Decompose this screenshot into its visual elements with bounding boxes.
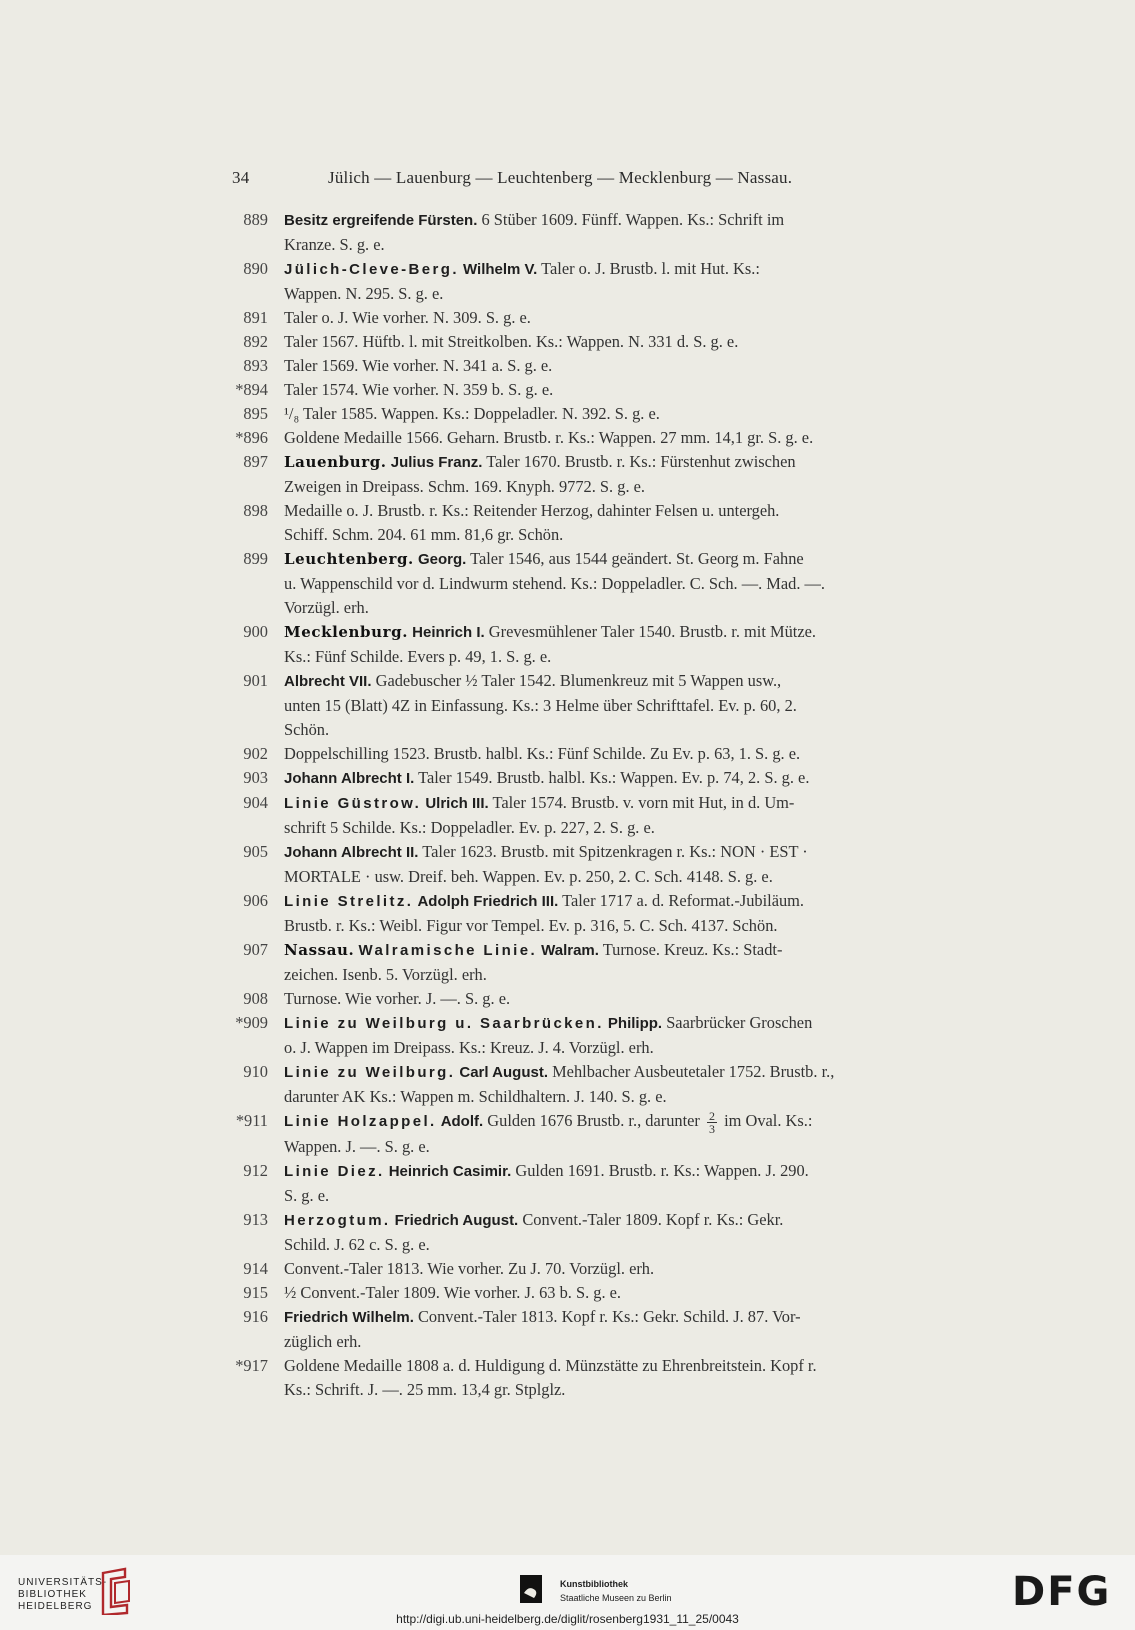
entry-line-heading: Linie Diez. — [284, 1162, 385, 1180]
catalog-entry — [228, 1159, 976, 1208]
kunstbibliothek-subtitle: Staatliche Museen zu Berlin — [560, 1593, 672, 1603]
university-line: UNIVERSITÄTS- — [18, 1577, 108, 1588]
source-url[interactable]: http://digi.ub.uni-heidelberg.de/diglit/rosenberg1931_11_25/0043 — [396, 1612, 739, 1626]
catalog-entry — [228, 1109, 976, 1159]
catalog-entry — [228, 1354, 976, 1402]
entry-number: 912 — [243, 1160, 268, 1180]
entry-number: 889 — [243, 210, 268, 229]
entry-text: Turnose. Kreuz. Ks.: Stadt- — [598, 940, 783, 959]
entry-text: S. g. e. — [284, 1185, 330, 1205]
entry-number: 916 — [243, 1306, 268, 1326]
entry-number: *896 — [235, 428, 268, 447]
entry-number: 898 — [243, 501, 268, 520]
entry-heading: Carl August. — [459, 1064, 548, 1081]
entry-line-heading: Herzogtum. — [284, 1211, 391, 1229]
entry-text: zeichen. Isenb. 5. Vorzügl. erh. — [284, 965, 487, 984]
university-line: BIBLIOTHEK — [18, 1589, 87, 1600]
entry-text: Taler 1567. Hüftb. l. mit Streitkolben. Ks.: Wappen. N. 331 d. S. g. e. — [284, 332, 739, 351]
entry-text: Schild. J. 62 c. S. g. e. — [284, 1234, 430, 1254]
entry-number: *894 — [235, 380, 268, 399]
catalog-entry — [228, 257, 976, 306]
entry-line — [284, 282, 976, 306]
entry-line — [284, 1159, 976, 1184]
entry-text: Taler 1549. Brustb. halbl. Ks.: Wappen. Ev. p. 74, 2. S. g. e. — [414, 768, 810, 787]
entry-line — [284, 378, 976, 402]
entry-text: Taler 1670. Brustb. r. Ks.: Fürstenhut zwischen — [482, 452, 796, 471]
entry-number: 893 — [243, 356, 268, 375]
entry-line — [284, 1109, 976, 1135]
kunstbibliothek-title: Kunstbibliothek — [560, 1579, 628, 1589]
entry-text: Wappen. N. 295. S. g. e. — [284, 284, 444, 303]
catalog-entry — [228, 330, 976, 354]
entry-text: Saarbrücker Groschen — [662, 1013, 813, 1032]
entry-line — [284, 1060, 976, 1085]
entry-line — [284, 620, 976, 645]
catalog-entry — [228, 402, 976, 426]
entry-number: *911 — [235, 1111, 268, 1130]
entry-number: 892 — [243, 332, 268, 351]
entry-text: Gulden 1691. Brustb. r. Ks.: Wappen. J. 290. — [511, 1160, 809, 1180]
catalog-entry — [228, 378, 976, 402]
entry-text: ¹/₈ Taler 1585. Wappen. Ks.: Doppeladler. N. 392. S. g. e. — [284, 404, 660, 423]
entry-number: 908 — [243, 989, 268, 1008]
entry-line — [284, 1233, 976, 1257]
territory-heading: Lauenburg. — [284, 453, 387, 471]
entry-line — [284, 426, 976, 450]
entry-line — [284, 840, 976, 865]
entry-text: Taler 1574. Brustb. v. vorn mit Hut, in d. Um- — [488, 793, 795, 812]
entry-heading: Johann Albrecht II. — [284, 844, 419, 861]
entry-line — [284, 645, 976, 669]
entry-heading: Albrecht VII. — [284, 673, 372, 690]
entry-line-heading: Linie zu Weilburg u. Saarbrücken. — [284, 1015, 604, 1032]
entry-text: Schiff. Schm. 204. 61 mm. 81,6 gr. Schön. — [284, 525, 564, 544]
territory-heading: Leuchtenberg. — [284, 550, 414, 568]
entry-line — [284, 718, 976, 742]
dfg-logo: DFG — [1012, 1569, 1112, 1615]
entry-text: Convent.-Taler 1813. Wie vorher. Zu J. 70. Vorzügl. erh. — [284, 1258, 655, 1278]
entry-number: *909 — [235, 1013, 268, 1032]
entry-line — [284, 330, 976, 354]
entry-line — [284, 257, 976, 282]
entry-line — [284, 742, 976, 766]
entry-number: 905 — [243, 842, 268, 861]
entry-number: 895 — [243, 404, 268, 423]
entry-text: Grevesmühlener Taler 1540. Brustb. r. mit Mütze. — [484, 622, 816, 641]
page-number: 34 — [232, 168, 250, 187]
entry-text: MORTALE · usw. Dreif. beh. Wappen. Ev. p. 250, 2. C. Sch. 4148. S. g. e. — [284, 867, 773, 886]
entry-text: Taler 1546, aus 1544 geändert. St. Georg m. Fahne — [466, 549, 804, 568]
entry-heading: Heinrich Casimir. — [388, 1162, 512, 1180]
entry-line — [284, 1011, 976, 1036]
entry-text: Medaille o. J. Brustb. r. Ks.: Reitender Herzog, dahinter Felsen u. untergeh. — [284, 501, 780, 520]
entry-text: Goldene Medaille 1808 a. d. Huldigung d. Münzstätte zu Ehrenbreitstein. Kopf r. — [284, 1355, 817, 1375]
entry-number: 900 — [243, 622, 268, 641]
entry-number: 890 — [243, 259, 268, 278]
catalog-entry — [228, 1257, 976, 1281]
entry-number: 914 — [243, 1258, 268, 1278]
territory-heading: Mecklenburg. — [284, 623, 409, 641]
entry-heading: Friedrich August. — [394, 1211, 519, 1229]
entry-line — [284, 865, 976, 889]
entry-line — [284, 1281, 976, 1305]
entry-line — [284, 402, 976, 426]
entry-line — [284, 450, 976, 475]
entry-number: 915 — [243, 1282, 268, 1302]
page-title: Jülich — Lauenburg — Leuchtenberg — Mecklenburg — Nassau. — [328, 168, 793, 187]
entry-line — [284, 596, 976, 620]
entry-line-heading: Jülich-Cleve-Berg. — [284, 261, 459, 278]
entry-line — [284, 987, 976, 1011]
entry-text: u. Wappenschild vor d. Lindwurm stehend. Ks.: Doppeladler. C. Sch. —. Mad. —. — [284, 574, 826, 593]
entry-line — [284, 889, 976, 914]
catalog-entry — [228, 354, 976, 378]
entry-line — [284, 1257, 976, 1281]
entry-heading: Friedrich Wilhelm. — [284, 1308, 414, 1326]
entry-line — [284, 306, 976, 330]
entry-text: Wappen. J. —. S. g. e. — [284, 1136, 430, 1156]
entry-text: schrift 5 Schilde. Ks.: Doppeladler. Ev. p. 227, 2. S. g. e. — [284, 818, 655, 837]
entry-text: Convent.-Taler 1813. Kopf r. Ks.: Gekr. Schild. J. 87. Vor- — [413, 1306, 801, 1326]
entry-line — [284, 233, 976, 257]
entry-line — [284, 816, 976, 840]
entry-line-heading: Linie zu Weilburg. — [284, 1064, 456, 1081]
entry-text: Mehlbacher Ausbeutetaler 1752. Brustb. r., — [548, 1062, 835, 1081]
entry-heading: Philipp. — [607, 1015, 663, 1032]
entry-line — [284, 914, 976, 938]
entry-line — [284, 766, 976, 791]
university-line: HEIDELBERG — [18, 1601, 93, 1612]
catalog-entry — [228, 1060, 976, 1109]
entry-number: 913 — [243, 1209, 268, 1229]
catalog-entry — [228, 938, 976, 987]
entry-line — [284, 572, 976, 596]
catalog-entry — [228, 499, 976, 547]
catalog-entry — [228, 766, 976, 791]
entry-number: 891 — [243, 308, 268, 327]
entry-line — [284, 1208, 976, 1233]
entry-heading: Heinrich I. — [412, 624, 485, 641]
entry-text: Doppelschilling 1523. Brustb. halbl. Ks.: Fünf Schilde. Zu Ev. p. 63, 1. S. g. e. — [284, 744, 801, 763]
entry-text: Taler 1574. Wie vorher. N. 359 b. S. g. e. — [284, 380, 554, 399]
catalog-entry — [228, 1011, 976, 1060]
entry-line — [284, 791, 976, 816]
catalog-entry — [228, 742, 976, 766]
catalog-entry — [228, 450, 976, 499]
entry-text: Zweigen in Dreipass. Schm. 169. Knyph. 9772. S. g. e. — [284, 477, 646, 496]
entry-number: 904 — [243, 793, 268, 812]
kunstbibliothek-logo-icon — [520, 1575, 542, 1603]
entry-text: ½ Convent.-Taler 1809. Wie vorher. J. 63 b. S. g. e. — [284, 1282, 622, 1302]
entry-line — [284, 938, 976, 963]
entry-number: *917 — [235, 1355, 268, 1375]
entry-text: unten 15 (Blatt) 4Z in Einfassung. Ks.: 3 Helme über Schrifttafel. Ev. p. 60, 2. — [284, 696, 797, 715]
entry-text: Taler 1623. Brustb. mit Spitzenkragen r. Ks.: NON · EST · — [418, 842, 808, 861]
entry-text: Taler o. J. Brustb. l. mit Hut. Ks.: — [537, 259, 760, 278]
entry-heading: Walram. — [541, 942, 599, 959]
entry-heading: Besitz ergreifende Fürsten. — [284, 212, 478, 229]
entry-text: darunter AK Ks.: Wappen m. Schildhaltern. J. 140. S. g. e. — [284, 1087, 667, 1106]
entry-line-heading: Linie Holzappel. — [284, 1113, 437, 1130]
entry-line — [284, 1378, 976, 1402]
entry-text: 6 Stüber 1609. Fünff. Wappen. Ks.: Schrift im — [477, 210, 785, 229]
catalog-entry — [228, 791, 976, 840]
catalog-entry — [228, 669, 976, 742]
entry-text: züglich erh. — [284, 1331, 362, 1351]
entry-number: 907 — [243, 940, 268, 959]
entry-text: Gulden 1676 Brustb. r., darunter — [483, 1111, 704, 1130]
entry-line-heading: Linie Strelitz. — [284, 893, 414, 910]
entry-heading: Adolph Friedrich III. — [417, 893, 559, 910]
entry-text: Goldene Medaille 1566. Geharn. Brustb. r. Ks.: Wappen. 27 mm. 14,1 gr. S. g. e. — [284, 428, 814, 447]
entry-text: Schön. — [284, 720, 330, 739]
entry-line — [284, 354, 976, 378]
catalog-entry — [228, 426, 976, 450]
entry-text: Kranze. S. g. e. — [284, 235, 385, 254]
entry-text: Vorzügl. erh. — [284, 598, 369, 617]
catalog-entries — [228, 208, 976, 1402]
catalog-entry — [228, 547, 976, 620]
entry-number: 910 — [243, 1062, 268, 1081]
entry-text: Convent.-Taler 1809. Kopf r. Ks.: Gekr. — [518, 1209, 784, 1229]
entry-number: 897 — [243, 452, 268, 471]
entry-line — [284, 963, 976, 987]
entry-line — [284, 475, 976, 499]
fraction: $\frac{2}{3}$ — [708, 1108, 715, 1136]
entry-text: Taler 1569. Wie vorher. N. 341 a. S. g. e. — [284, 356, 553, 375]
entry-text: Gadebuscher ½ Taler 1542. Blumenkreuz mit 5 Wappen usw., — [371, 671, 782, 690]
catalog-entry — [228, 889, 976, 938]
entry-line-heading: Walramische Linie. — [358, 942, 538, 959]
entry-text: o. J. Wappen im Dreipass. Ks.: Kreuz. J. 4. Vorzügl. erh. — [284, 1038, 654, 1057]
catalog-entry — [228, 1305, 976, 1354]
entry-text: Brustb. r. Ks.: Weibl. Figur vor Tempel. Ev. p. 316, 5. C. Sch. 4137. Schön. — [284, 916, 778, 935]
entry-heading: Adolf. — [440, 1113, 484, 1130]
entry-line — [284, 694, 976, 718]
entry-line — [284, 499, 976, 523]
entry-number: 906 — [243, 891, 268, 910]
entry-line — [284, 1085, 976, 1109]
entry-line — [284, 547, 976, 572]
entry-heading: Wilhelm V. — [463, 261, 538, 278]
university-logo-icon — [97, 1567, 135, 1615]
catalog-entry — [228, 306, 976, 330]
entry-number: 899 — [243, 549, 268, 568]
entry-line — [284, 1036, 976, 1060]
catalog-entry — [228, 1281, 976, 1305]
entry-line — [284, 1305, 976, 1330]
entry-number: 901 — [243, 671, 268, 690]
footer-bar — [0, 1555, 1135, 1630]
entry-line — [284, 208, 976, 233]
territory-heading: Nassau. — [284, 941, 355, 959]
entry-text: Ks.: Fünf Schilde. Evers p. 49, 1. S. g. e. — [284, 647, 552, 666]
entry-line — [284, 1135, 976, 1159]
entry-line — [284, 1184, 976, 1208]
catalog-entry — [228, 208, 976, 257]
entry-text: im Oval. Ks.: — [719, 1111, 813, 1130]
entry-line — [284, 1354, 976, 1378]
entry-number: 903 — [243, 768, 268, 787]
entry-line-heading: Linie Güstrow. — [284, 795, 422, 812]
entry-heading: Julius Franz. — [390, 454, 483, 471]
entry-heading: Johann Albrecht I. — [284, 770, 415, 787]
catalog-entry — [228, 1208, 976, 1257]
entry-line — [284, 669, 976, 694]
entry-line — [284, 523, 976, 547]
entry-heading: Georg. — [417, 551, 467, 568]
entry-text: Ks.: Schrift. J. —. 25 mm. 13,4 gr. Stplglz. — [284, 1379, 566, 1399]
university-library-label — [18, 1577, 107, 1613]
catalog-entry — [228, 620, 976, 669]
catalog-entry — [228, 840, 976, 889]
catalog-entry — [228, 987, 976, 1011]
entry-number: 902 — [243, 744, 268, 763]
entry-text: Taler 1717 a. d. Reformat.-Jubiläum. — [558, 891, 805, 910]
entry-heading: Ulrich III. — [425, 795, 489, 812]
entry-line — [284, 1330, 976, 1354]
entry-text: Turnose. Wie vorher. J. —. S. g. e. — [284, 989, 511, 1008]
entry-text: Taler o. J. Wie vorher. N. 309. S. g. e. — [284, 308, 531, 327]
